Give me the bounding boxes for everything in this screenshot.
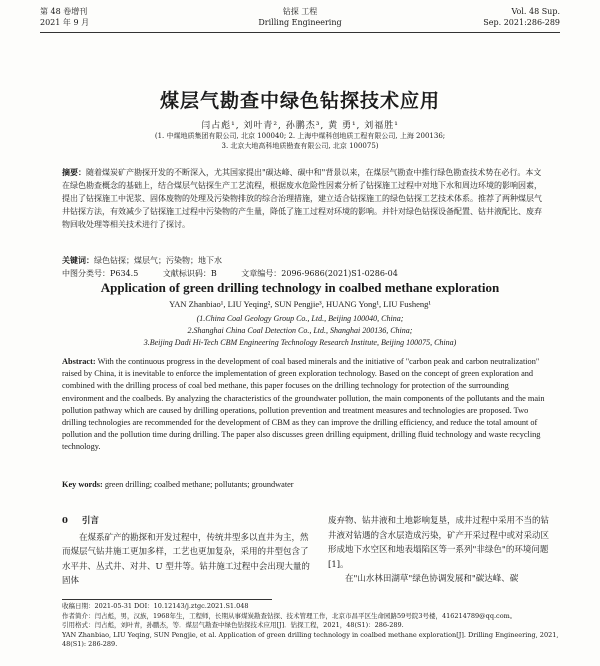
article-number: 文章编号：2096-9686(2021)S1-0286-04 bbox=[241, 269, 398, 278]
abstract-cn bbox=[62, 166, 548, 231]
header-journal-en: Drilling Engineering bbox=[258, 18, 342, 27]
running-header bbox=[40, 6, 560, 46]
class-number: 中图分类号：P634.5 bbox=[62, 269, 139, 278]
document-code: 文献标识码：B bbox=[162, 269, 217, 278]
keywords-en bbox=[62, 478, 548, 491]
keywords-cn bbox=[62, 254, 548, 267]
footnote-cite-en: YAN Zhanbiao, LIU Yeqing, SUN Pengjie, et al. Application of green drilling technology in coalbed methane exploration[J]. Drilling Engineering, 2021, 48(S1): 286-289. bbox=[62, 630, 559, 648]
section-heading bbox=[62, 514, 310, 529]
footnote-cite-cn: 引用格式：闫占彪，刘叶青，孙鹏杰，等．煤层气勘查中绿色钻探技术应用[J]．钻探工程，2021，48(S1)：286-289. bbox=[62, 621, 404, 629]
footnote-rule bbox=[62, 599, 272, 600]
affiliations-en bbox=[0, 313, 600, 349]
header-journal-cn: 钻探 工程 bbox=[282, 7, 318, 16]
abstract-text-cn: 随着煤炭矿产勘探开发的不断深入，尤其国家提出"碳达峰、碳中和"背景以来，在煤层气勘查中推行绿色勘查技术势在必行。本文在绿色勘查概念的基础上，结合煤层气钻探生产工艺流程，根据废水危险性因素分析了钻探施工过程中对地下水和周边环境的影响因素，提出了钻探施工中泥浆、固体废物的处理及污染物排放的综合治理措施，建立适合钻探施工的绿色钻探工艺技术体系。推荐了两种煤层气井钻探方法，有效减少了钻探施工过程中污染物的产生量，降低了施工过程对环境的影响。并针对绿色钻探设备配置、钻井液配比、废弃物回收处理等相关技术进行了探讨。 bbox=[62, 168, 542, 229]
classification-line bbox=[62, 268, 420, 279]
keywords-text-cn: 绿色钻探；煤层气；污染物；地下水 bbox=[94, 256, 222, 265]
header-date: 2021 年 9 月 bbox=[40, 18, 90, 27]
abstract-label-en: Abstract: bbox=[62, 357, 96, 366]
body-column-left bbox=[62, 514, 310, 589]
affiliation-line: (1.China Coal Geology Group Co., Ltd., Beijing 100040, China; bbox=[196, 314, 404, 323]
header-rule bbox=[40, 32, 560, 33]
section-number: 0 bbox=[62, 516, 68, 526]
header-volume: 第 48 卷增刊 bbox=[40, 7, 88, 16]
header-pages: Sep. 2021:286-289 bbox=[483, 18, 560, 27]
abstract-text-en: With the continuous progress in the development of coal based minerals and the initiative of "carbon peak and carbon neutralization" raised by China, it is inevitable to enforce the implementation of green exploration technology. Based on the concept of green exploration and combined with the drilling process of coal bed methane, this paper focuses on the drilling technology for protection of the surrounding environment and the coalbeds. By analyzing the characteristics of the groundwater pollution, the main components of the pollutants and the main pollution pathway which are caused by drilling operations, pollution prevention and treatment measures and technologies are proposed. Two drilling technologies are recommended for the development of CBM as they can improve the drilling efficiency, and reduce the total amount of pollution and the pollution time during drilling. The paper also discusses green drilling equipment, drilling fluid technology and waste recycling technology. bbox=[62, 357, 545, 452]
keywords-text-en: green drilling; coalbed methane; pollutants; groundwater bbox=[104, 480, 294, 489]
header-right bbox=[483, 6, 560, 28]
affiliation-line: (1. 中煤地质集团有限公司, 北京 100040; 2. 上海中煤科创地质工程有限公司, 上海 200136; bbox=[154, 132, 446, 140]
header-center bbox=[40, 6, 560, 28]
body-column-right bbox=[328, 514, 556, 587]
body-paragraph: 在"山水林田湖草"绿色协调发展和"碳达峰、碳 bbox=[345, 574, 519, 584]
affiliation-line: 3.Beijing Dadi Hi-Tech CBM Engineering Technology Research Institute, Beijing 100075, China) bbox=[143, 338, 457, 347]
body-paragraph: 在煤系矿产的勘探和开发过程中，传统井型多以直井为主，然而煤层气钻井施工更加多样，工艺也更加复杂，采用的井型包含了水平井、丛式井、对井、U 型井等。钻井施工过程中会出现大量的固体 bbox=[62, 532, 310, 586]
body-paragraph: 废弃物、钻井液和土地影响复垦，成井过程中采用不当的钻井液对钻遇的含水层造成污染，矿产开采过程中或对采动区形成地下水空区和地表塌陷区等一系列"非绿色"的环境问题[1]。 bbox=[328, 516, 550, 570]
affiliation-line: 2.Shanghai China Coal Detection Co., Ltd., Shanghai 200136, China; bbox=[187, 326, 413, 335]
abstract-en bbox=[62, 356, 548, 454]
footnote-author: 作者简介：闫占彪，男，汉族，1968年生，工程师，长期从事煤炭勘查钻探、技术管理工作，北京市昌平区生命园路59号院3号楼，416214789@qq.com。 bbox=[62, 611, 517, 620]
keywords-label-en: Key words: bbox=[62, 480, 103, 489]
keywords-label-cn: 关键词： bbox=[62, 255, 94, 265]
section-title: 引言 bbox=[81, 516, 99, 526]
affiliations-cn bbox=[60, 131, 540, 151]
paper-title-en: Application of green drilling technology in coalbed methane exploration bbox=[100, 280, 500, 295]
footnotes bbox=[62, 602, 560, 650]
footnote-received: 收稿日期：2021-05-31 DOI：10.12143/j.ztgc.2021.S1.048 bbox=[62, 602, 249, 610]
paper-title-cn: 煤层气勘查中绿色钻探技术应用 bbox=[159, 90, 440, 112]
abstract-label-cn: 摘要： bbox=[62, 167, 86, 177]
affiliation-line: 3. 北京大地高科地质勘查有限公司, 北京 100075) bbox=[221, 142, 379, 150]
authors-cn: 闫占彪¹, 刘叶青², 孙鹏杰³, 黄 勇¹, 刘福胜¹ bbox=[201, 121, 399, 131]
header-vol-en: Vol. 48 Sup. bbox=[511, 7, 560, 16]
authors-en: YAN Zhanbiao¹, LIU Yeqing², SUN Pengjie³, HUANG Yong¹, LIU Fusheng¹ bbox=[169, 299, 431, 309]
